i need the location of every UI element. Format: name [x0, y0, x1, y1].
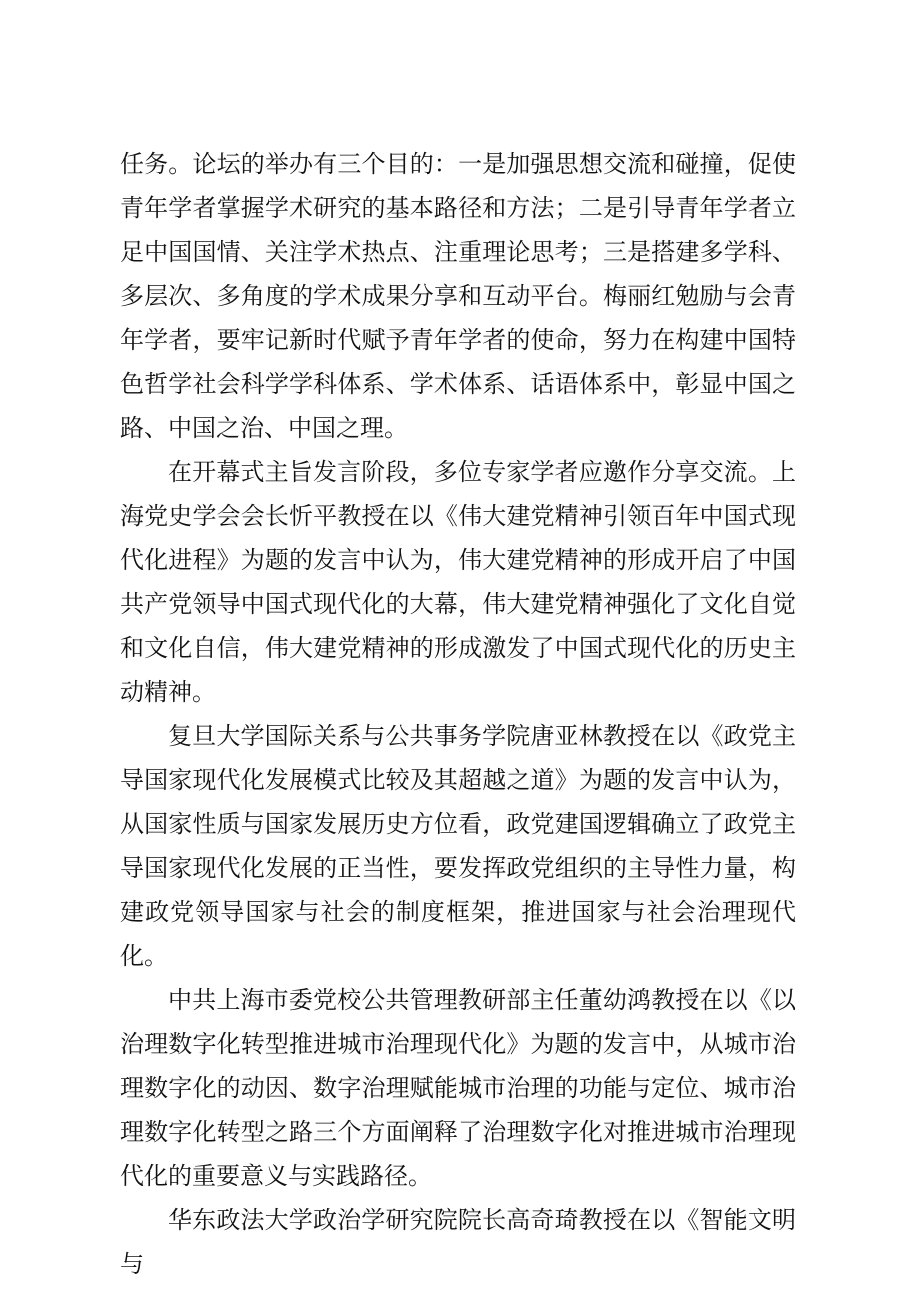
paragraph-tang-yalin: 复旦大学国际关系与公共事务学院唐亚林教授在以《政党主导国家现代化发展模式比较及其超越之道》为题的发言中认为，从国家性质与国家发展历史方位看，政党建国逻辑确立了政党主导国家现代化发展的正当性，要发挥政党组织的主导性力量，构建政党领导国家与社会的制度框架，推进国家与社会治理现代化。: [120, 722, 796, 970]
paragraph-dong-youhong: 中共上海市委党校公共管理教研部主任董幼鸿教授在以《以治理数字化转型推进城市治理现代化》为题的发言中，从城市治理数字化的动因、数字治理赋能城市治理的功能与定位、城市治理数字化转型之路三个方面阐释了治理数字化对推进城市治理现代化的重要意义与实践路径。: [120, 986, 796, 1190]
paragraph-gao-qiqi: 华东政法大学政治学研究院院长高奇琦教授在以《智能文明与: [120, 1206, 796, 1278]
paragraph-continued: 任务。论坛的举办有三个目的：一是加强思想交流和碰撞，促使青年学者掌握学术研究的基本路径和方法；二是引导青年学者立足中国国情、关注学术热点、注重理论思考；三是搭建多学科、多层次、多角度的学术成果分享和互动平台。梅丽红勉励与会青年学者，要牢记新时代赋予青年学者的使命，努力在构建中国特色哲学社会科学学科体系、学术体系、话语体系中，彰显中国之路、中国之治、中国之理。: [120, 150, 796, 442]
article-body: [120, 142, 796, 1286]
paragraph-opening-keynote: 在开幕式主旨发言阶段，多位专家学者应邀作分享交流。上海党史学会会长忻平教授在以《伟大建党精神引领百年中国式现代化进程》为题的发言中认为，伟大建党精神的形成开启了中国共产党领导中国式现代化的大幕，伟大建党精神强化了文化自觉和文化自信，伟大建党精神的形成激发了中国式现代化的历史主动精神。: [120, 458, 796, 706]
